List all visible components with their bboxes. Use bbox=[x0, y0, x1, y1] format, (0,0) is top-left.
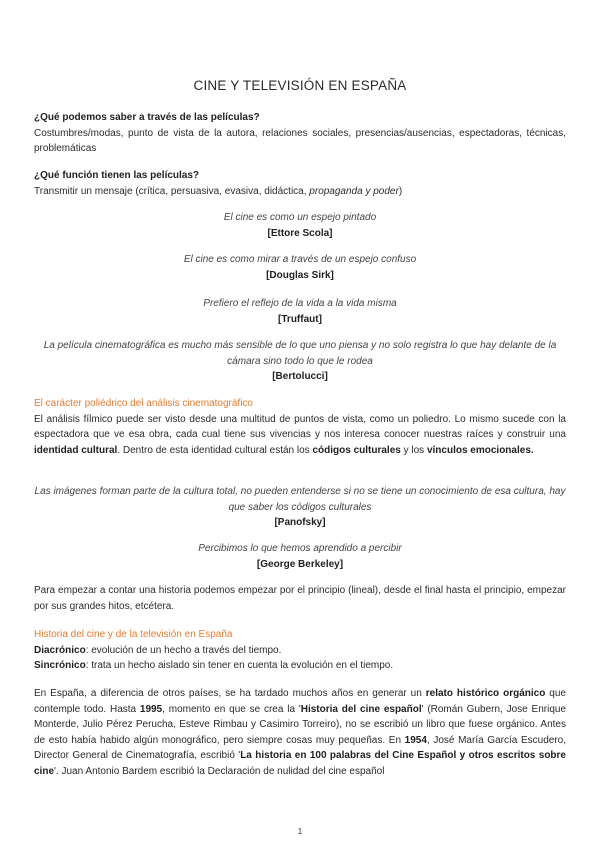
paragraph-text bbox=[34, 686, 566, 779]
page-number: 1 bbox=[297, 826, 303, 836]
bold-term: códigos culturales bbox=[312, 444, 401, 456]
quote-text: La película cinematográfica es mucho más sensible de lo que uno piensa y no solo registra lo que hay delante de la cámara sino todo lo que le rodea bbox=[43, 340, 557, 367]
paragraph-text: y los bbox=[400, 444, 427, 456]
paragraph-text: . Dentro de esta identidad cultural están los bbox=[117, 444, 313, 456]
paragraph-text: ' (Román Gubern, Jose Enrique Monterde, Julio Pérez Perucha, Esteve Rimbau y Casimiro Torreiro), no se escribió un libro que fuese orgánico. Antes de esto había habido algún monográfico, pero siempre cosas muy pequeñas. En bbox=[34, 703, 567, 746]
quote-author: [Ettore Scola] bbox=[267, 227, 333, 239]
quote-text: Percibimos lo que hemos aprendido a percibir bbox=[198, 543, 402, 554]
question-block-1 bbox=[34, 110, 566, 157]
question-answer: Costumbres/modas, punto de vista de la autora, relaciones sociales, presencias/ausencias, espectadoras, técnicas, problemáticas bbox=[34, 127, 566, 154]
question-heading: ¿Qué podemos saber a través de las películas? bbox=[34, 112, 260, 123]
section-paragraph bbox=[34, 686, 566, 779]
bold-term: relato histórico orgánico bbox=[425, 688, 546, 699]
definition-diacronico bbox=[34, 643, 566, 659]
definition-text: : evolución de un hecho a través del tiempo. bbox=[85, 644, 282, 656]
paragraph-text: En España, a diferencia de otros países, se ha tardado muchos años en generar un bbox=[34, 688, 426, 699]
quote-text: Las imágenes forman parte de la cultura total, no pueden entenderse si no se tiene un conocimiento de esa cultura, hay que saber los códigos culturales bbox=[34, 486, 566, 513]
quote-text: Prefiero el reflejo de la vida a la vida misma bbox=[203, 298, 397, 309]
bold-term: 1995 bbox=[139, 703, 163, 715]
quote-block bbox=[34, 541, 566, 572]
section-poliedrico bbox=[34, 396, 566, 458]
paragraph-text: , momento en que se crea la ' bbox=[162, 703, 301, 715]
quote-author: [Bertolucci] bbox=[272, 371, 328, 382]
quote-author: [Truffaut] bbox=[278, 313, 322, 325]
bold-term: Diacrónico bbox=[34, 644, 86, 656]
definition-sincronico bbox=[34, 658, 566, 674]
section-heading: Historia del cine y de la televisión en España bbox=[34, 629, 233, 640]
quote-block bbox=[34, 338, 566, 385]
bold-term: vínculos emocionales. bbox=[426, 444, 534, 456]
quote-block bbox=[34, 296, 566, 327]
paragraph-text: Para empezar a contar una historia podemos empezar por el principio (lineal), desde el final hasta el principio, empezar por sus grandes hitos, etcétera. bbox=[34, 585, 566, 612]
page-title: CINE Y TELEVISIÓN EN ESPAÑA bbox=[193, 78, 407, 93]
question-block-2 bbox=[34, 168, 566, 199]
section-heading: El carácter poliédrico del análisis cinematográfico bbox=[34, 398, 253, 409]
bold-term: La historia en 100 palabras del Cine Español y otros escritos sobre cine bbox=[34, 750, 566, 777]
quote-block bbox=[34, 484, 566, 531]
paragraph-text: El análisis fílmico puede ser visto desde una multitud de puntos de vista, como un poliedro. Lo mismo sucede con la espectadora que ve esa obra, cada cual tiene sus vivencias y nos interesa conocer nuestras raíces y construir una bbox=[34, 413, 566, 440]
bold-term: Historia del cine español bbox=[300, 703, 422, 715]
quote-block bbox=[34, 252, 566, 283]
bold-term: Sincrónico bbox=[34, 660, 86, 671]
paragraph-text: , José María García Escudero, Director General de Cinematografía, escribió ' bbox=[34, 734, 566, 761]
paragraph-text: '. Juan Antonio Bardem escribió la Declaración de nulidad del cine español bbox=[54, 765, 385, 777]
quote-block bbox=[34, 210, 566, 241]
bold-term: identidad cultural bbox=[34, 444, 118, 456]
paragraph-text: que contemple todo. Hasta bbox=[34, 688, 566, 715]
answer-end: ) bbox=[398, 185, 403, 197]
section-paragraph bbox=[34, 412, 566, 459]
quote-author: [Panofsky] bbox=[274, 517, 326, 528]
answer-italic: propaganda y poder bbox=[309, 185, 399, 197]
definition-text: : trata un hecho aislado sin tener en cuenta la evolución en el tiempo. bbox=[85, 660, 394, 671]
quote-author: [Douglas Sirk] bbox=[266, 269, 334, 281]
quote-text: El cine es como un espejo pintado bbox=[223, 212, 377, 223]
quote-text: El cine es como mirar a través de un espejo confuso bbox=[183, 254, 417, 265]
answer-text: Transmitir un mensaje (crítica, persuasiva, evasiva, didáctica, bbox=[34, 185, 310, 197]
question-heading: ¿Qué función tienen las películas? bbox=[34, 170, 200, 181]
question-answer bbox=[34, 184, 566, 200]
section-historia bbox=[34, 627, 566, 674]
quote-author: [George Berkeley] bbox=[256, 558, 344, 570]
section-paragraph bbox=[34, 583, 566, 614]
bold-term: 1954 bbox=[404, 734, 427, 746]
document-page bbox=[34, 0, 566, 848]
